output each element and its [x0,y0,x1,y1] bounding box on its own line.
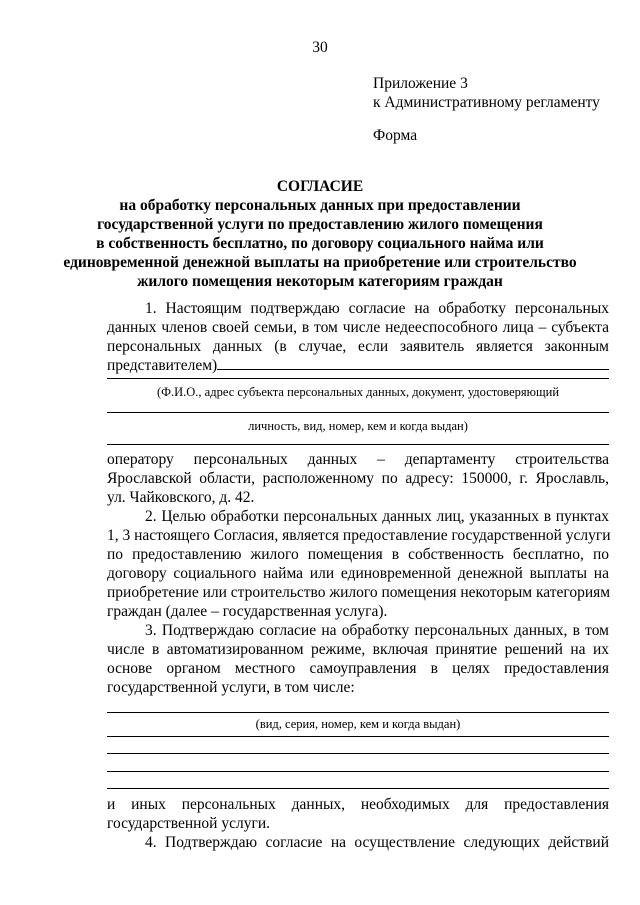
p2-line-1: 2. Целью обработки персональных данных лиц, указанных в пунктах [145,508,609,525]
p4-line-1: 4. Подтверждаю согласие на осуществление следующих действий [145,834,609,851]
p3-line-4: государственной услуги, в том числе: [107,679,355,696]
caption-subject-data: (Ф.И.О., адрес субъекта персональных данных, документ, удостоверяющий [156,385,560,399]
p3-tail-1: и иных персональных данных, необходимых для предоставления [107,796,609,813]
form-label: Форма [373,127,418,144]
p1-line-4 [107,355,609,375]
fill-line [107,771,609,772]
caption-identity-doc: личность, вид, номер, кем и когда выдан) [248,419,468,433]
title-line-2: государственной услуги по предоставлению жилого помещения [97,216,543,233]
p1-tail-1: оператору персональных данных – департаменту строительства [107,451,609,468]
document-heading: СОГЛАСИЕ [276,178,364,195]
appendix-reference: к Административному регламенту [373,94,600,111]
p1-line-2: данных членов своей семьи, в том числе недееспособного лица – субъекта [107,319,609,336]
title-line-4: единовременной денежной выплаты на приобретение или строительство [63,254,577,271]
caption-doc-details: (вид, серия, номер, кем и когда выдан) [255,717,461,731]
p3-line-2: числе в автоматизированном режиме, включая принятие решений на их [107,641,609,658]
fill-line [107,736,609,737]
p1-tail-2: Ярославской области, расположенному по адресу: 150000, г. Ярославль, [107,470,609,487]
representative-label: представителем) [107,357,218,374]
p1-tail-3: ул. Чайковского, д. 42. [107,489,255,506]
fill-line [107,444,609,445]
p1-line-1: 1. Настоящим подтверждаю согласие на обработку персональных [145,300,609,317]
p2-line-3: по предоставлению жилого помещения в собственность бесплатно, по [107,546,609,563]
fill-line [107,788,609,789]
title-line-5: жилого помещения некоторым категориям граждан [137,273,503,290]
p1-line-3: персональных данных (в случае, если заявитель является законным [107,338,609,355]
p2-line-6: граждан (далее – государственная услуга). [107,603,388,620]
appendix-label: Приложение 3 [373,75,468,92]
fill-line [107,378,609,379]
p2-line-4: договору социального найма или единовременной денежной выплаты на [107,565,609,582]
representative-fill-line [217,355,609,370]
title-line-1: на обработку персональных данных при предоставлении [119,197,521,214]
p2-line-2: 1, 3 настоящего Согласия, является предоставление государственной услуги [107,527,611,544]
p2-line-5: приобретение или строительство жилого помещения некоторым категориям [107,584,611,601]
p3-line-1: 3. Подтверждаю согласие на обработку персональных данных, в том [145,622,609,639]
title-line-3: в собственность бесплатно, по договору социального найма или [96,235,544,252]
page-number: 30 [312,39,328,56]
fill-line [107,712,609,713]
p3-line-3: основе органом местного самоуправления в целях предоставления [107,660,609,677]
p3-tail-2: государственной услуги. [107,815,270,832]
fill-line [107,753,609,754]
fill-line [107,412,609,413]
